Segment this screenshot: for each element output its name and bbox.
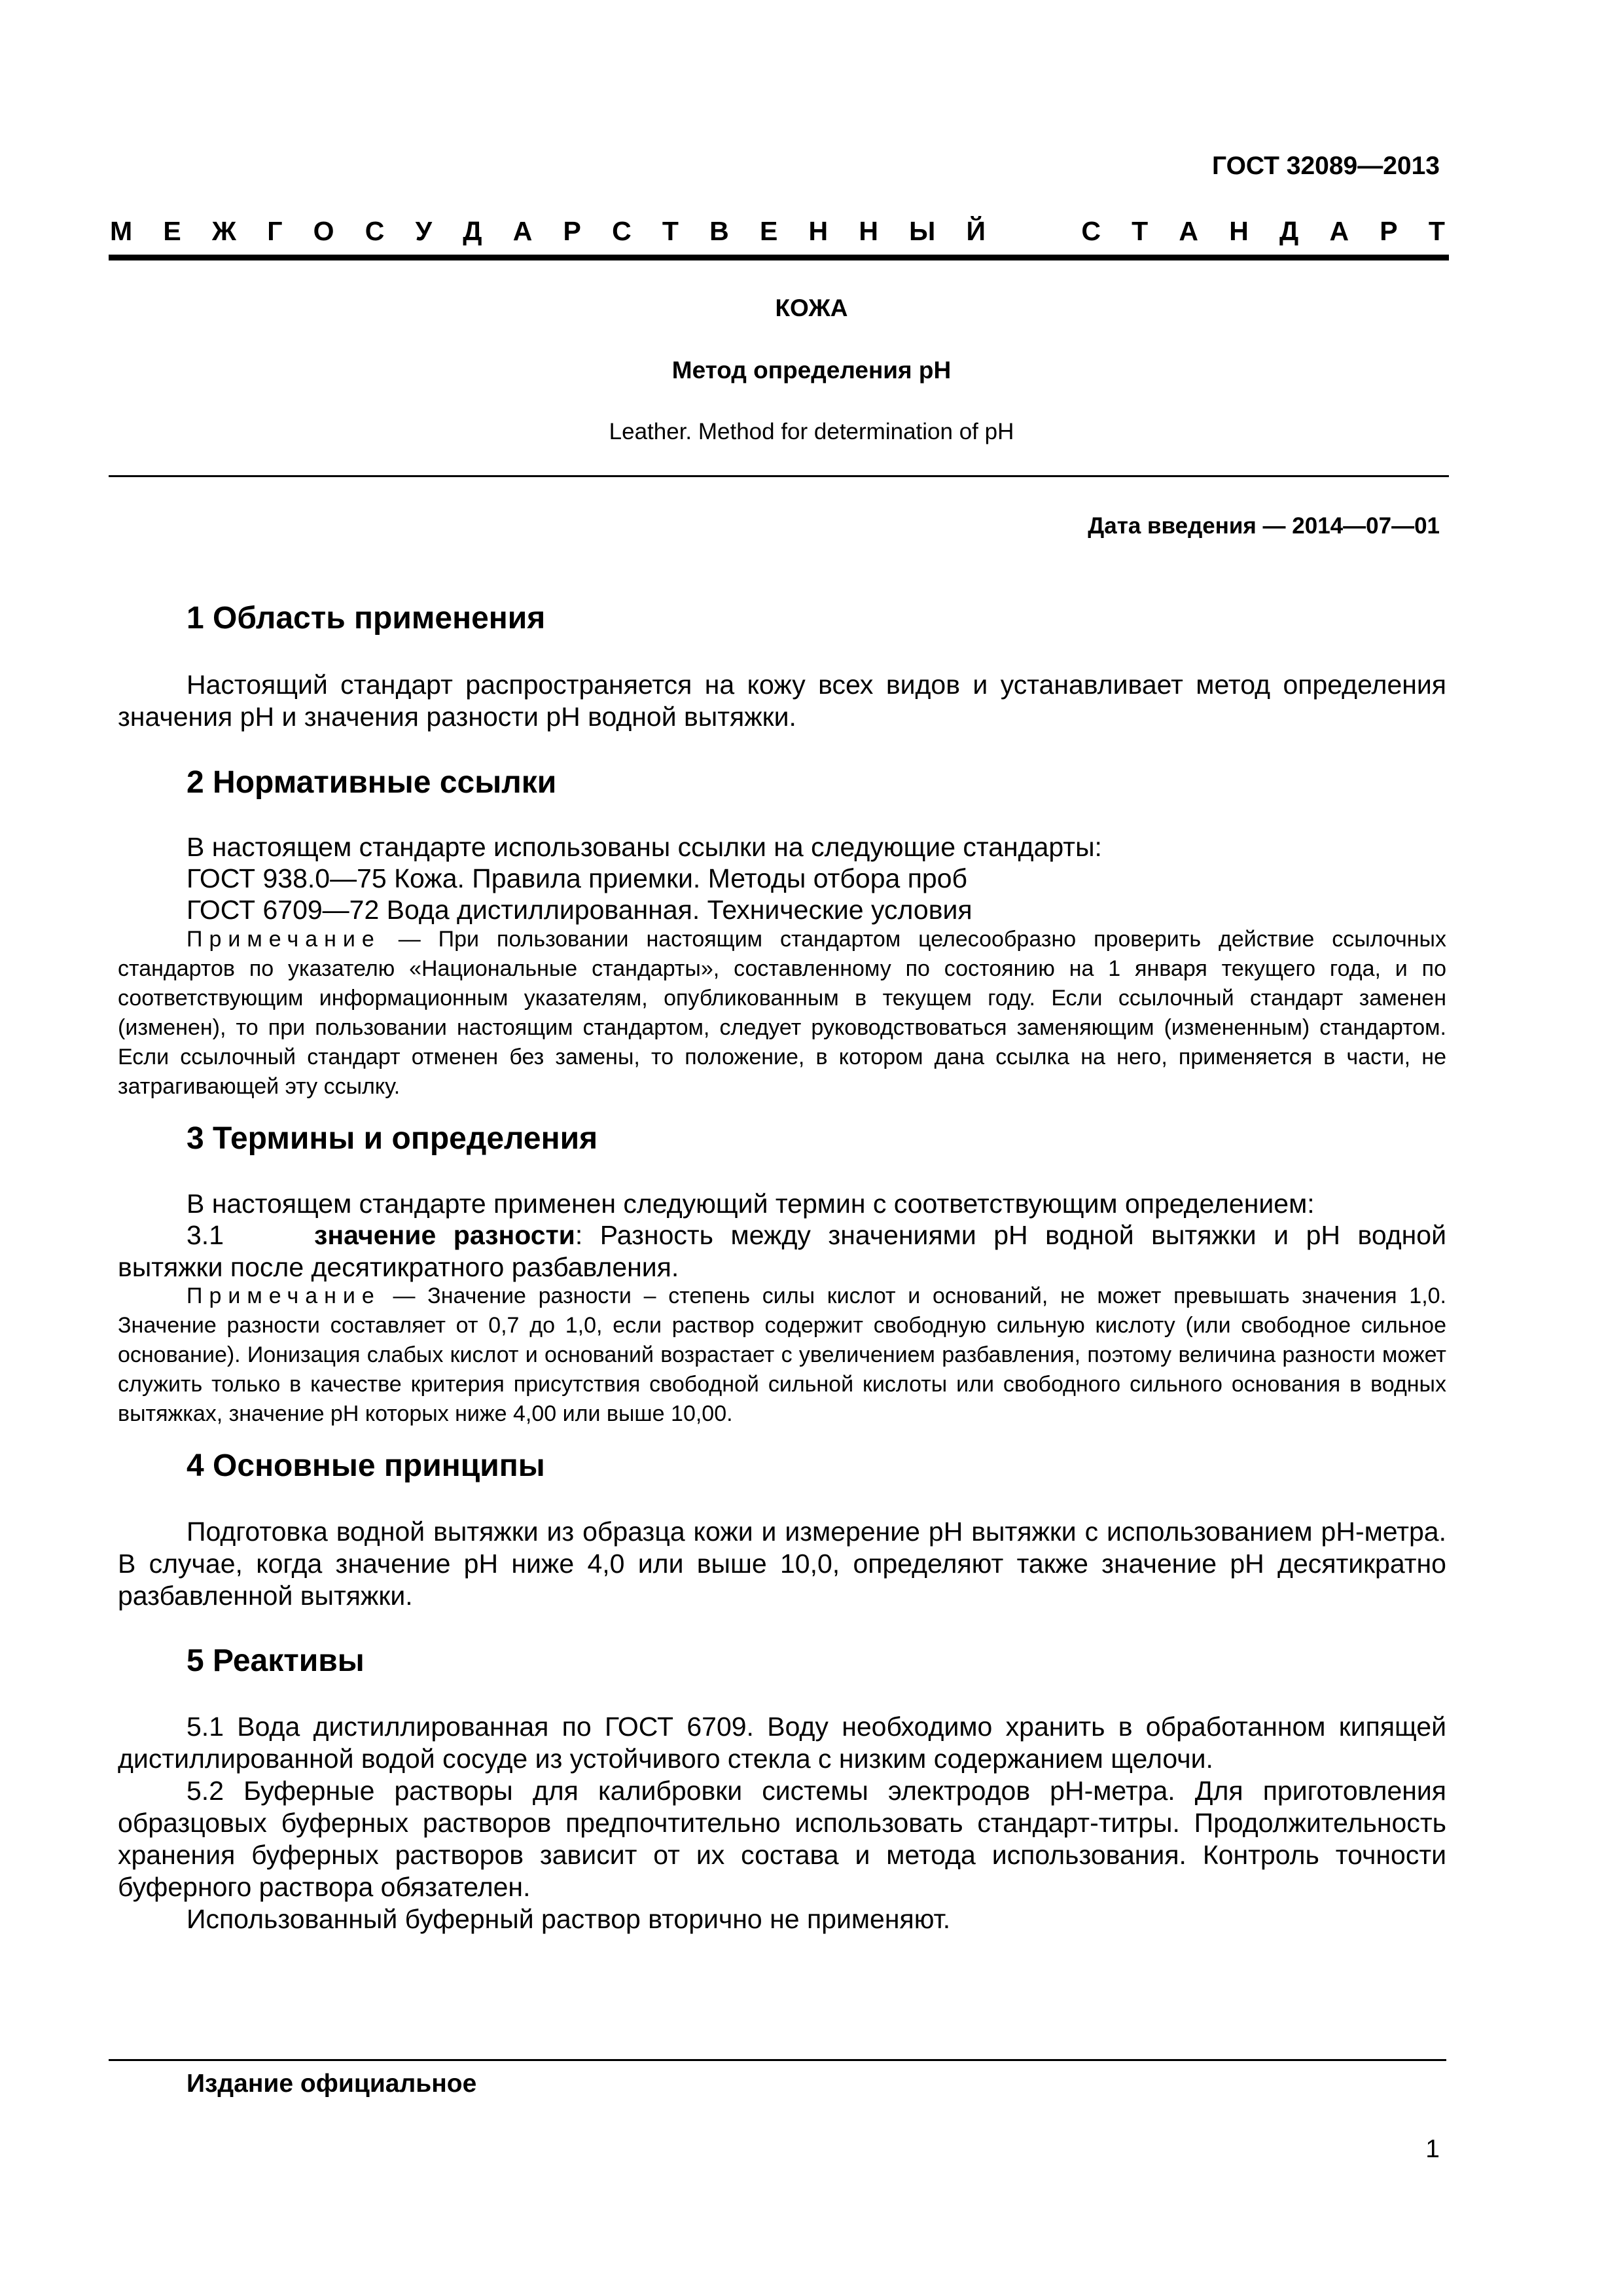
section-paragraph [118,1516,1446,1612]
banner-letter: Н [808,216,829,246]
banner-letter: Г [267,216,283,246]
banner-letter: Р [1380,216,1398,246]
term-number: 3.1 [187,1220,224,1250]
banner-letter: Т [662,216,679,246]
banner-letter: А [1329,216,1349,246]
english-title: Leather. Method for determination of pH [609,419,1014,444]
references-intro: В настоящем стандарте использованы ссылки на следующие стандарты: [187,832,1102,862]
banner-letter: Т [1428,216,1445,246]
banner-letter: У [415,216,433,246]
section-heading: 1 Область применения [187,601,546,636]
banner-letter: Н [859,216,878,246]
term-definition [118,1219,1446,1283]
note-text: — При пользовании настоящим стандартом целесообразно проверить действие ссылочных стандартов по указателю «Национальные стандарты», составленному по состоянию на 1 января текущего года, и по соответствующим информационным указателям, опубликованным в текущем году. Если ссылочный стандарт заменен (изменен), то при пользовании настоящим стандартом, следует руководствоваться заменяющим (измененным) стандартом. Если ссылочный стандарт отменен без замены, то положение, в котором дана ссылка на него, применяется в части, не затрагивающей эту ссылку. [118,927,1446,1099]
banner-letter: М [110,216,133,246]
reference-item: ГОСТ 6709—72 Вода дистиллированная. Технические условия [187,895,972,925]
document-title: КОЖА [775,295,848,321]
footer-divider [109,2059,1446,2061]
page-number: 1 [1425,2135,1440,2163]
section-paragraph [118,1711,1446,1935]
section-heading: 5 Реактивы [187,1643,365,1678]
banner-word-gap [1016,216,1050,247]
banner-letter: Д [463,216,482,246]
reference-item: ГОСТ 938.0—75 Кожа. Правила приемки. Методы отбора проб [187,863,968,893]
banner-letter: Д [1279,216,1299,246]
note-text: — Значение разности – степень силы кислот и оснований, не может превышать значения 1,0. Значение разности составляет от 0,7 до 1,0, если раствор содержит свободную сильную кислоту (или свободное сильное основание). Ионизация слабых кислот и оснований возрастает с увеличением разбавления, поэтому величина разности может служить только в качестве критерия присутствия свободной сильной кислоты или свободного сильного основания в водных вытяжках, значение pH которых ниже 4,00 или выше 10,00. [118,1283,1446,1426]
term-name: значение разности [314,1220,575,1250]
banner-letter: Е [759,216,778,246]
section-paragraph [118,669,1446,733]
banner-letter: Е [163,216,181,246]
introduction-date: Дата введения — 2014—07—01 [1088,513,1440,539]
banner-letter: О [313,216,334,246]
interstate-standard-banner [110,216,1445,247]
banner-letter: А [512,216,533,246]
banner-letter: С [612,216,632,246]
section-heading: 3 Термины и определения [187,1121,598,1156]
section-heading: 4 Основные принципы [187,1448,545,1483]
banner-letter: Р [563,216,581,246]
document-subtitle: Метод определения pH [671,357,952,384]
paragraph-text: Использованный буферный раствор вторично не применяют. [187,1904,951,1934]
paragraph-text: Подготовка водной вытяжки из образца кожи и измерение pH вытяжки с использованием pH-метра. В случае, когда значение pH ниже 4,0 или выше 10,0, определяют также значение pH десятикратно разбавленной вытяжки. [118,1516,1446,1611]
banner-letter: С [1081,216,1101,246]
note-block [118,1282,1446,1429]
note-label: Примечание [187,927,381,952]
banner-letter: Й [966,216,986,246]
gost-code: ГОСТ 32089—2013 [1212,152,1440,180]
banner-letter: Ы [909,216,936,246]
header-divider [109,255,1449,260]
banner-letter: Н [1229,216,1249,246]
official-edition-label: Издание официальное [187,2070,477,2098]
banner-letter: Ж [211,216,236,246]
banner-letter: С [365,216,385,246]
paragraph-text: 5.2 Буферные растворы для калибровки системы электродов pH-метра. Для приготовления образцовых буферных растворов предпочтительно использовать стандарт-титры. Продолжительность хранения буферных растворов зависит от их состава и метода использования. Контроль точности буферного раствора обязателен. [118,1776,1446,1902]
paragraph-text: 5.1 Вода дистиллированная по ГОСТ 6709. Воду необходимо хранить в обработанном кипящей дистиллированной водой сосуде из устойчивого стекла с низким содержанием щелочи. [118,1712,1446,1774]
term-definition-text: : Разность между значениями pH водной вытяжки и pH водной вытяжки после десятикратного разбавления. [118,1220,1447,1282]
title-divider [109,475,1449,477]
banner-letter: Т [1132,216,1149,246]
banner-letter: В [709,216,729,246]
section-heading: 2 Нормативные ссылки [187,765,557,800]
terms-intro: В настоящем стандарте применен следующий термин с соответствующим определением: [187,1189,1315,1219]
banner-letter: А [1179,216,1199,246]
note-label: Примечание [187,1283,381,1308]
paragraph-text: Настоящий стандарт распространяется на кожу всех видов и устанавливает метод определения значения pH и значения разности pH водной вытяжки. [118,670,1446,732]
note-block [118,925,1446,1102]
